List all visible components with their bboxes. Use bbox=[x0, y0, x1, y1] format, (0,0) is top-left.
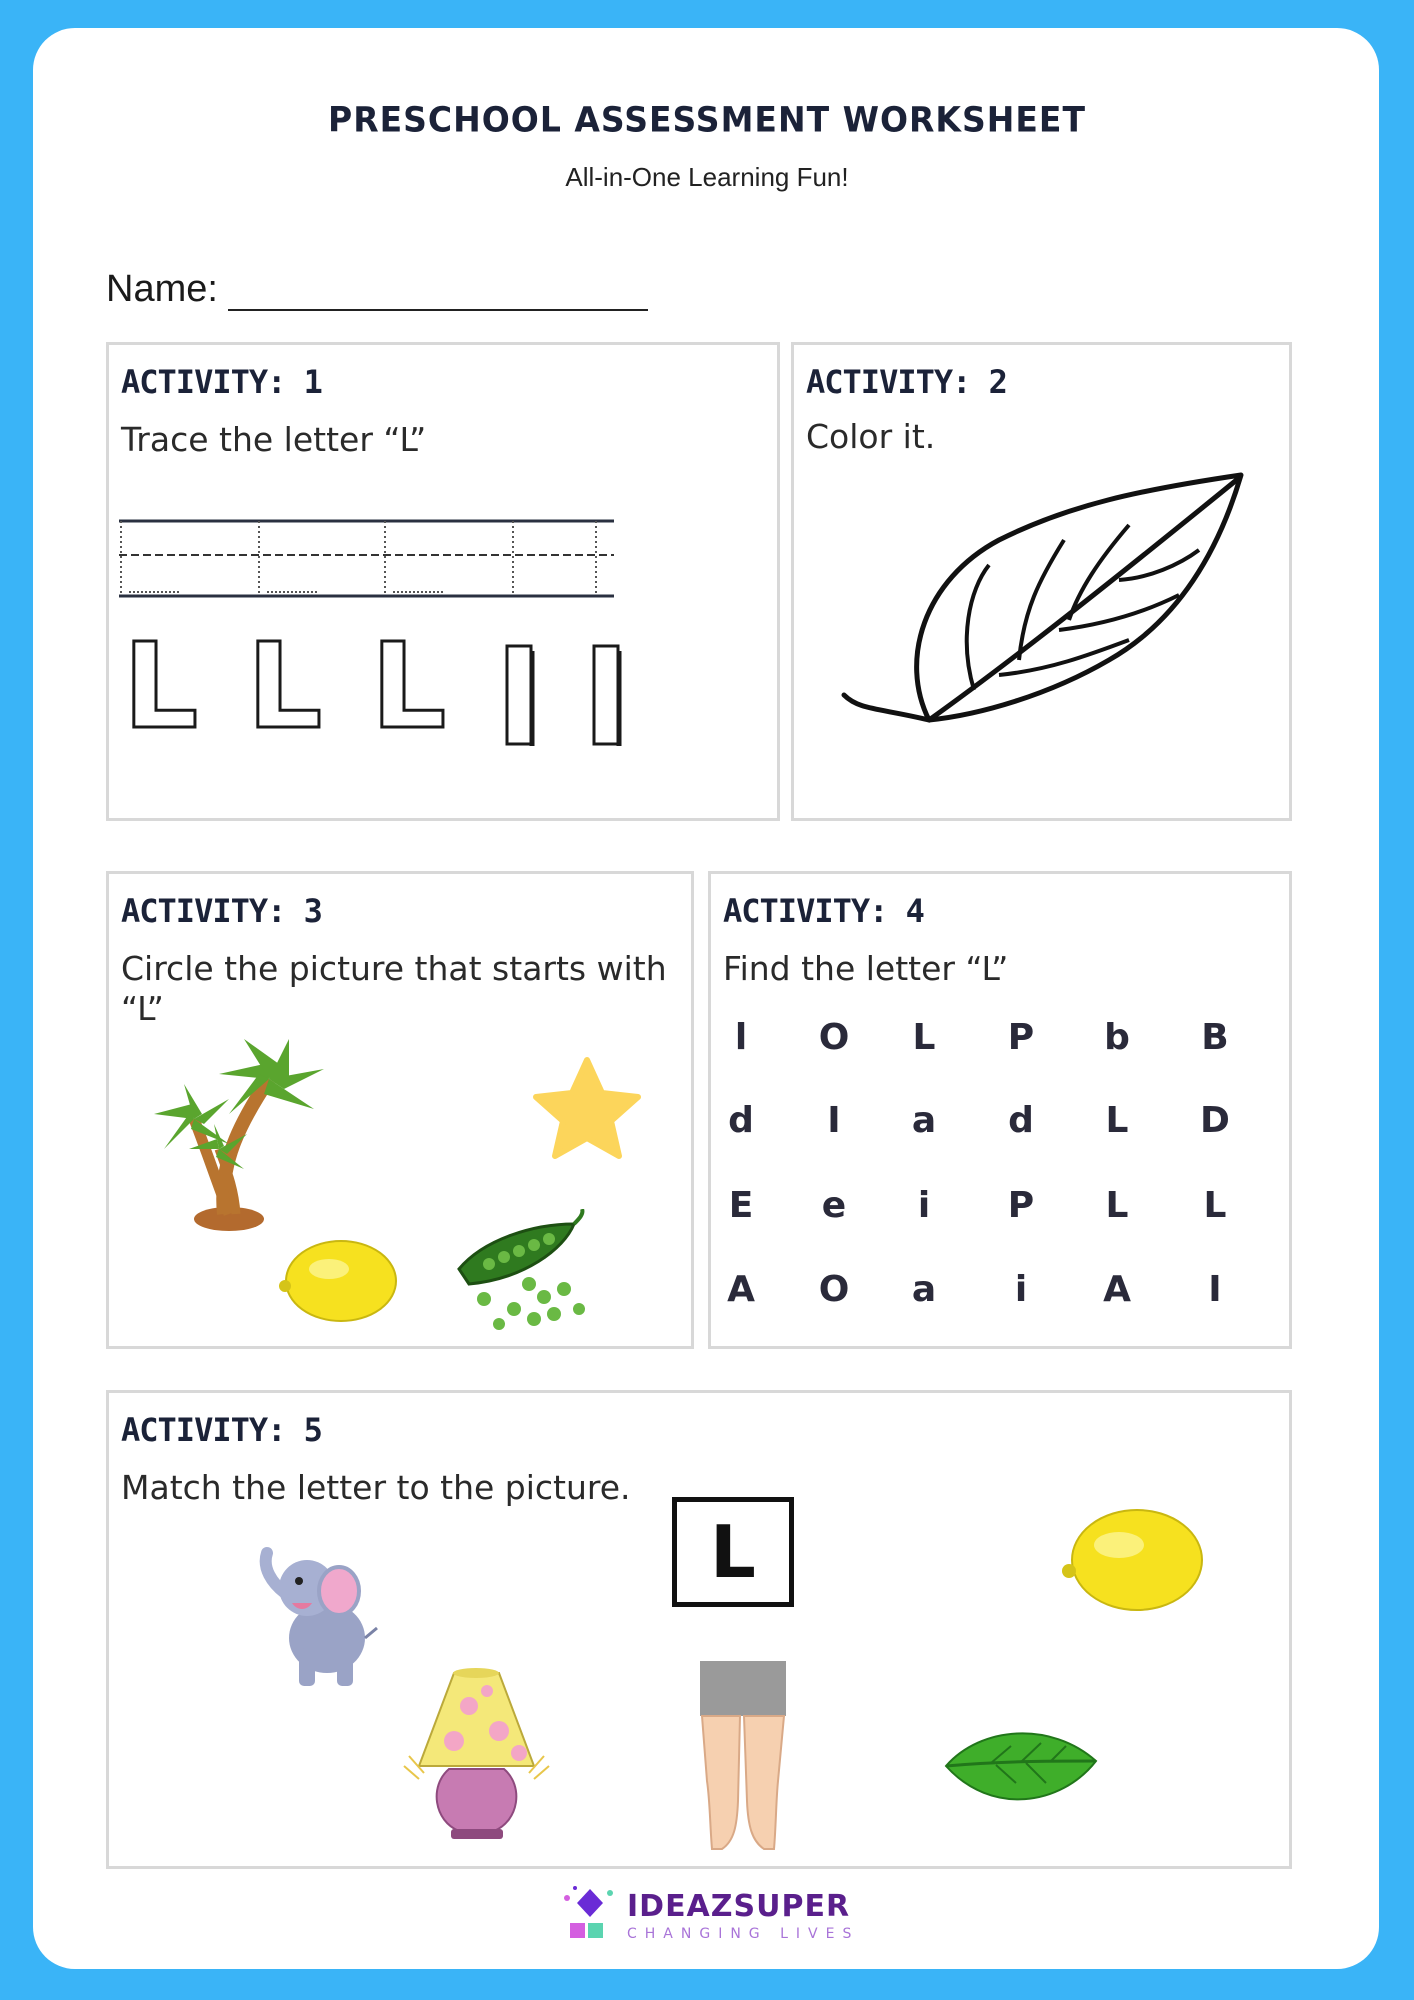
grid-letter[interactable]: B bbox=[1201, 1017, 1229, 1058]
grid-letter[interactable]: L bbox=[1105, 1185, 1129, 1226]
page-title: PRESCHOOL ASSESSMENT WORKSHEET bbox=[328, 99, 1086, 140]
ideazsuper-logo-icon bbox=[555, 1883, 630, 1943]
activity-2-box bbox=[791, 342, 1292, 821]
grid-letter[interactable]: E bbox=[728, 1185, 754, 1226]
activity-2-instruction: Color it. bbox=[806, 417, 936, 456]
activity-1-title: ACTIVITY: 1 bbox=[121, 363, 322, 401]
trace-letter-1[interactable]: L bbox=[123, 617, 199, 755]
activity-3-title: ACTIVITY: 3 bbox=[121, 892, 322, 930]
grid-letter[interactable]: O bbox=[818, 1269, 850, 1310]
name-label: Name: bbox=[106, 268, 218, 310]
trace-letter-3[interactable]: L bbox=[371, 617, 447, 755]
activity-5-title: ACTIVITY: 5 bbox=[121, 1411, 322, 1449]
grid-letter[interactable]: L bbox=[1105, 1100, 1129, 1141]
activity-4-instruction: Find the letter “L” bbox=[723, 949, 1009, 988]
activity-1-box bbox=[106, 342, 780, 821]
green-leaf-icon[interactable] bbox=[941, 1721, 1101, 1816]
grid-letter[interactable]: I bbox=[827, 1100, 841, 1141]
logo-name: IDEAZSUPER bbox=[627, 1889, 851, 1924]
grid-letter[interactable]: b bbox=[1104, 1017, 1130, 1058]
grid-letter[interactable]: D bbox=[1200, 1100, 1230, 1141]
peas-icon[interactable] bbox=[454, 1209, 604, 1339]
lemon-icon[interactable] bbox=[279, 1234, 404, 1329]
trace-stroke-5[interactable] bbox=[591, 643, 631, 749]
grid-letter[interactable]: A bbox=[727, 1269, 755, 1310]
grid-letter[interactable]: d bbox=[1008, 1100, 1034, 1141]
activity-2-title: ACTIVITY: 2 bbox=[806, 363, 1007, 401]
activity-4-box bbox=[708, 871, 1292, 1349]
palm-tree-icon[interactable] bbox=[154, 1034, 324, 1234]
grid-letter[interactable]: i bbox=[917, 1185, 931, 1226]
match-letter-box[interactable]: L bbox=[672, 1497, 794, 1607]
grid-letter[interactable]: I bbox=[1208, 1269, 1222, 1310]
grid-letter[interactable]: d bbox=[728, 1100, 754, 1141]
name-field[interactable] bbox=[106, 268, 648, 311]
leaf-outline-icon[interactable] bbox=[839, 470, 1259, 740]
grid-letter[interactable]: P bbox=[1007, 1185, 1035, 1226]
activity-3-instruction: Circle the picture that starts with “L” bbox=[121, 949, 667, 1028]
trace-stroke-4[interactable] bbox=[504, 643, 544, 749]
activity-4-title: ACTIVITY: 4 bbox=[723, 892, 924, 930]
lamp-icon[interactable] bbox=[399, 1661, 559, 1846]
grid-letter[interactable]: P bbox=[1007, 1017, 1035, 1058]
leg-icon[interactable] bbox=[692, 1661, 792, 1856]
grid-letter[interactable]: L bbox=[1203, 1185, 1227, 1226]
grid-letter[interactable]: a bbox=[911, 1269, 937, 1310]
grid-letter[interactable]: A bbox=[1103, 1269, 1131, 1310]
grid-letter[interactable]: O bbox=[818, 1017, 850, 1058]
trace-letter-2[interactable]: L bbox=[247, 617, 323, 755]
activity-3-box bbox=[106, 871, 694, 1349]
grid-letter[interactable]: e bbox=[821, 1185, 847, 1226]
elephant-icon[interactable] bbox=[257, 1543, 387, 1693]
activity-5-instruction: Match the letter to the picture. bbox=[121, 1468, 631, 1507]
grid-letter[interactable]: l bbox=[734, 1017, 748, 1058]
activity-5-box bbox=[106, 1390, 1292, 1869]
grid-letter[interactable]: i bbox=[1014, 1269, 1028, 1310]
grid-letter[interactable]: L bbox=[912, 1017, 936, 1058]
grid-letter[interactable]: a bbox=[911, 1100, 937, 1141]
name-line[interactable] bbox=[228, 273, 648, 311]
activity-1-instruction: Trace the letter “L” bbox=[121, 420, 427, 459]
page-subtitle: All-in-One Learning Fun! bbox=[565, 162, 849, 192]
star-icon[interactable] bbox=[532, 1055, 642, 1160]
lemon-match-icon[interactable] bbox=[1059, 1503, 1209, 1618]
logo-tagline: CHANGING LIVES bbox=[627, 1926, 860, 1942]
